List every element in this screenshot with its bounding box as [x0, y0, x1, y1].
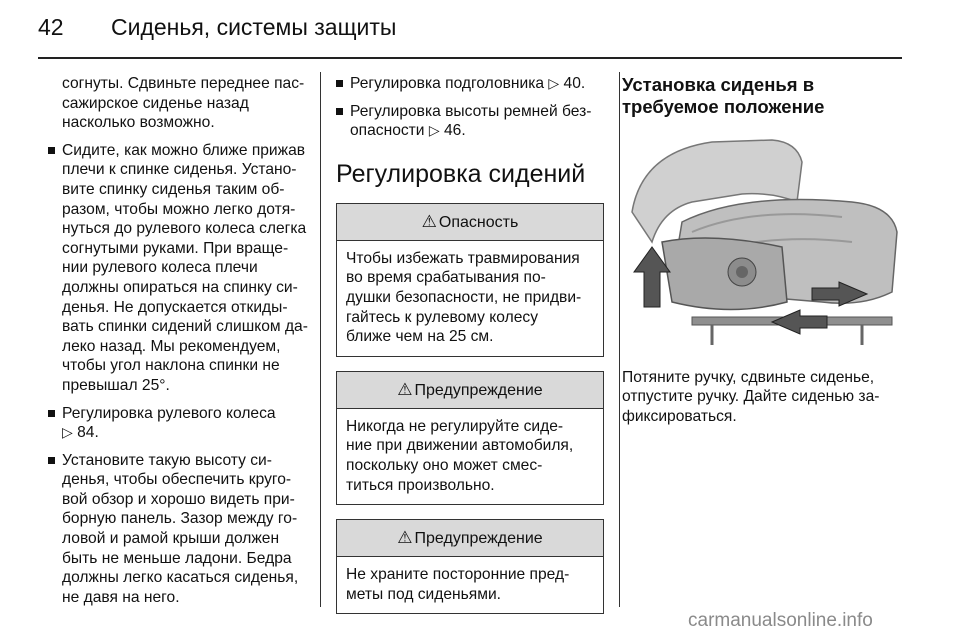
- page-reference[interactable]: 40.: [563, 75, 586, 92]
- box-body: [337, 241, 603, 356]
- text-line: требуемое положение: [622, 96, 825, 117]
- page-number: 42: [38, 14, 64, 40]
- text-line: Регулировка подголовника: [350, 75, 545, 92]
- warning-triangle-icon: ⚠: [397, 528, 413, 548]
- page-header: [0, 0, 960, 58]
- reference-arrow-icon[interactable]: ▷: [62, 424, 73, 441]
- bullet-square-icon: [48, 410, 55, 417]
- text-line: плечи к спинке сиденья. Устано-: [62, 161, 297, 179]
- warning-box: [336, 371, 604, 505]
- box-title: Предупреждение: [414, 381, 543, 399]
- text-line: денья. Не допускается откиды-: [62, 298, 288, 316]
- text-line: должны опираться на спинку си-: [62, 278, 298, 296]
- warning-box: [336, 519, 604, 614]
- text-line: поскольку оно может смес-: [346, 456, 543, 474]
- page-title: Сиденья, системы защиты: [111, 14, 397, 40]
- text-line: опасности: [350, 122, 425, 140]
- box-body: [337, 409, 603, 504]
- subsection-heading: [622, 74, 907, 118]
- column-divider-left: [320, 72, 321, 607]
- text-line: душки безопасности, не придви-: [346, 288, 582, 306]
- text-line: сажирское сиденье назад: [62, 94, 249, 112]
- header-divider: [38, 57, 902, 59]
- text-line: превышал 25°.: [62, 376, 170, 394]
- column-1: [48, 74, 308, 607]
- continued-paragraph: [48, 74, 308, 133]
- text-line: чтобы угол наклона спинки не: [62, 357, 280, 375]
- section-heading: Регулировка сидений: [336, 159, 586, 188]
- column-3: [622, 74, 907, 426]
- text-line: фиксироваться.: [622, 407, 737, 425]
- text-line: денья, чтобы обеспечить круго-: [62, 471, 292, 489]
- bullet-square-icon: [48, 457, 55, 464]
- text-line: отпустите ручку. Дайте сиденью за-: [622, 388, 880, 406]
- text-line: Потяните ручку, сдвиньте сиденье,: [622, 368, 875, 386]
- text-line: насколько возможно.: [62, 114, 215, 132]
- watermark: carmanualsonline.info: [688, 610, 873, 631]
- text-line: вите спинку сиденья таким об-: [62, 180, 285, 198]
- seat-adjustment-illustration: [622, 132, 907, 350]
- text-line: Не храните посторонние пред-: [346, 566, 570, 584]
- text-line: ближе чем на 25 см.: [346, 328, 494, 346]
- box-title: Предупреждение: [414, 530, 543, 548]
- text-line: во время срабатывания по-: [346, 269, 546, 287]
- bullet-square-icon: [336, 108, 343, 115]
- text-line: гайтесь к рулевому колесу: [346, 308, 538, 326]
- bullet-item: [336, 102, 604, 141]
- text-line: не давя на него.: [62, 588, 180, 606]
- text-line: Регулировка рулевого колеса: [62, 404, 276, 422]
- text-line: должны легко касаться сиденья,: [62, 569, 299, 587]
- text-line: нуться до рулевого колеса слегка: [62, 220, 307, 238]
- text-line: быть не меньше ладони. Бедра: [62, 549, 292, 567]
- danger-box: [336, 203, 604, 357]
- column-2: [336, 74, 604, 628]
- text-line: нии рулевого колеса плечи: [62, 259, 258, 277]
- text-line: вой обзор и хорошо видеть при-: [62, 490, 295, 508]
- bullet-item: [48, 404, 308, 443]
- text-line: меты под сиденьями.: [346, 585, 501, 603]
- box-header: [337, 204, 603, 241]
- text-line: Установка сиденья в: [622, 74, 815, 95]
- text-line: Чтобы избежать травмирования: [346, 249, 580, 267]
- text-line: ние при движении автомобиля,: [346, 437, 574, 455]
- text-line: согнуты. Сдвиньте переднее пас-: [62, 75, 305, 92]
- text-line: разом, чтобы можно легко дотя-: [62, 200, 296, 218]
- column-divider-right: [619, 72, 620, 607]
- bullet-item: [48, 141, 308, 396]
- text-line: титься произвольно.: [346, 476, 495, 494]
- text-line: Регулировка высоты ремней без-: [350, 102, 592, 120]
- text-line: леко назад. Мы рекомендуем,: [62, 337, 281, 355]
- page-reference[interactable]: 46.: [444, 122, 466, 140]
- warning-triangle-icon: ⚠: [421, 211, 437, 231]
- box-body: [337, 557, 603, 613]
- bullet-item: [48, 451, 308, 608]
- text-line: борную панель. Зазор между го-: [62, 510, 298, 528]
- bullet-item: [336, 74, 604, 94]
- text-line: согнутыми руками. При враще-: [62, 239, 289, 257]
- text-line: вать спинки сидений слишком да-: [62, 318, 308, 336]
- text-line: ловой и рамой крыши должен: [62, 530, 280, 548]
- box-title: Опасность: [438, 213, 519, 231]
- box-header: [337, 520, 603, 557]
- page-reference[interactable]: 84.: [77, 424, 99, 442]
- text-line: Никогда не регулируйте сиде-: [346, 417, 564, 435]
- bullet-square-icon: [336, 80, 343, 87]
- reference-arrow-icon[interactable]: ▷: [428, 122, 440, 139]
- paragraph: [622, 368, 907, 427]
- text-line: Сидите, как можно ближе прижав: [62, 141, 306, 159]
- warning-triangle-icon: ⚠: [397, 379, 413, 399]
- box-header: [337, 372, 603, 409]
- bullet-square-icon: [48, 147, 55, 154]
- text-line: Установите такую высоту си-: [62, 451, 272, 469]
- reference-arrow-icon[interactable]: ▷: [548, 75, 560, 91]
